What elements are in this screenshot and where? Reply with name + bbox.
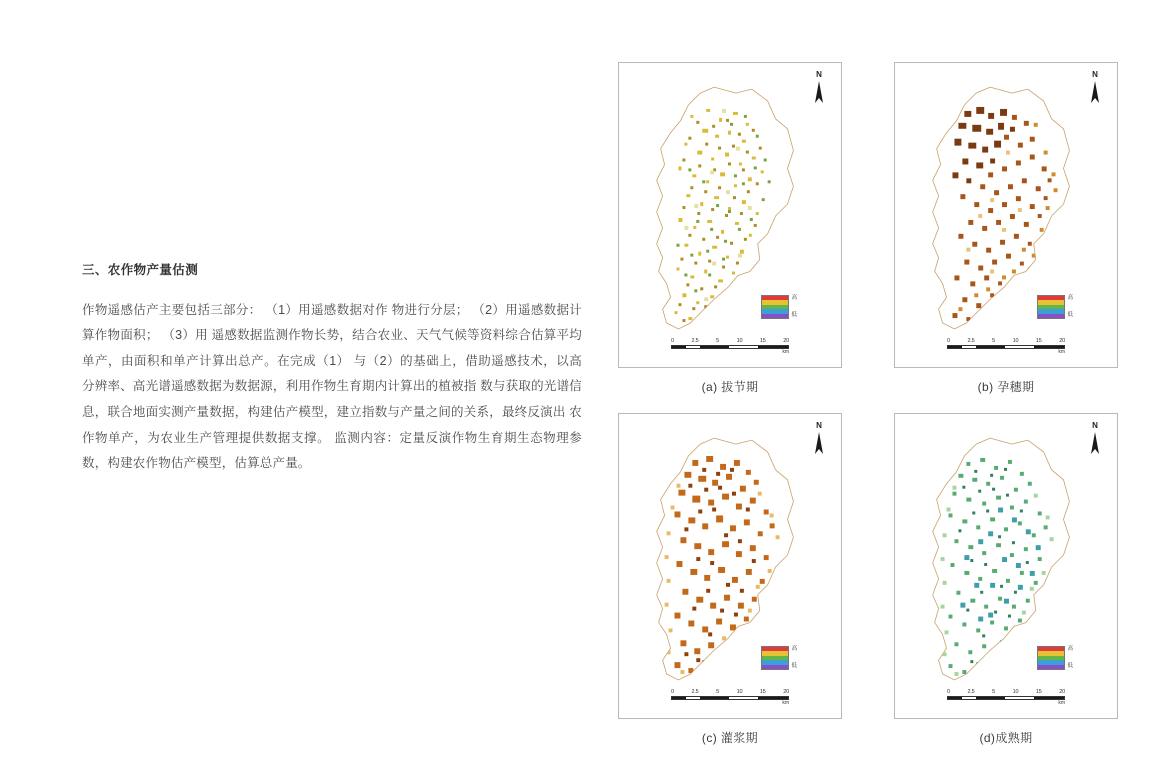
- map-graphic-c: [619, 414, 841, 718]
- scale-tick: 0: [671, 689, 674, 695]
- scale-bar-c: [671, 689, 789, 706]
- legend-high-label: 高: [1067, 295, 1073, 301]
- scale-tick: 15: [1035, 338, 1042, 344]
- scale-tick: 10: [1012, 338, 1019, 344]
- legend-labels: [1067, 646, 1073, 670]
- map-frame-b: [894, 62, 1118, 368]
- scale-tick: 0: [947, 338, 950, 344]
- legend-d: [1037, 646, 1073, 670]
- scale-unit: km: [1058, 700, 1065, 706]
- north-label: N: [816, 421, 822, 430]
- scale-tick: 0: [947, 689, 950, 695]
- north-arrow-d: [1086, 422, 1104, 454]
- scale-tick: 15: [759, 338, 766, 344]
- map-canvas-a: [619, 63, 841, 367]
- legend-labels: [791, 646, 797, 670]
- legend-c: [761, 646, 797, 670]
- scale-tick: 15: [1035, 689, 1042, 695]
- map-frame-c: [618, 413, 842, 719]
- scale-ticks: [947, 338, 1065, 344]
- scale-tick: 2.5: [691, 338, 699, 344]
- legend-low-label: 低: [791, 662, 797, 669]
- map-canvas-c: [619, 414, 841, 718]
- legend-colorbar: [761, 295, 789, 319]
- legend-b: [1037, 295, 1073, 319]
- figure-c: [618, 413, 842, 746]
- legend-high-label: 高: [1067, 646, 1073, 652]
- north-label: N: [1092, 70, 1098, 79]
- scale-tick: 2.5: [691, 689, 699, 695]
- compass-needle-icon: [1090, 432, 1100, 454]
- scale-ticks: [671, 338, 789, 344]
- scale-unit: km: [782, 349, 789, 355]
- legend-colorbar: [1037, 295, 1065, 319]
- scale-bar-d: [947, 689, 1065, 706]
- scale-tick: 5: [716, 338, 719, 344]
- north-arrow-a: [810, 71, 828, 103]
- scale-bar-b: [947, 338, 1065, 355]
- scale-unit: km: [782, 700, 789, 706]
- scale-tick: 2.5: [967, 689, 975, 695]
- figure-caption-c: (c) 灌浆期: [701, 731, 759, 745]
- scale-unit: km: [1058, 349, 1065, 355]
- map-graphic-a: [619, 63, 841, 367]
- legend-low-label: 低: [1067, 311, 1073, 318]
- map-frame-a: [618, 62, 842, 368]
- scale-ticks: [947, 689, 1065, 695]
- scale-tick: 5: [716, 689, 719, 695]
- figure-caption-b: (b) 孕穗期: [977, 380, 1035, 394]
- legend-low-label: 低: [791, 311, 797, 318]
- legend-colorbar: [1037, 646, 1065, 670]
- scale-tick: 20: [1059, 689, 1065, 695]
- legend-labels: [1067, 295, 1073, 319]
- text-column: [82, 262, 582, 477]
- north-arrow-c: [810, 422, 828, 454]
- scale-bar-a: [671, 338, 789, 355]
- legend-high-label: 高: [791, 295, 797, 301]
- scale-tick: 10: [1012, 689, 1019, 695]
- scale-tick: 5: [992, 338, 995, 344]
- scale-tick: 20: [1059, 338, 1065, 344]
- compass-needle-icon: [814, 432, 824, 454]
- scale-tick: 0: [671, 338, 674, 344]
- map-frame-d: [894, 413, 1118, 719]
- north-label: N: [1092, 421, 1098, 430]
- map-graphic-b: [895, 63, 1117, 367]
- north-arrow-b: [1086, 71, 1104, 103]
- scale-tick: 2.5: [967, 338, 975, 344]
- legend-labels: [791, 295, 797, 319]
- figure-caption-a: (a) 拔节期: [701, 380, 759, 394]
- compass-needle-icon: [814, 81, 824, 103]
- section-paragraph: 作物遥感估产主要包括三部分： （1）用遥感数据对作 物进行分层； （2）用遥感数据计算作物面积； （3）用 遥感数据监测作物长势，结合农业、天气气候等资料综合估算平均单产，由面积和单产计算出总产。在完成（1） 与（2）的基础上，借助遥感技术，以高分辨率、高光谱遥感数据为数据源，利用作物生育期内计算出的植被指 数与获取的光谱信息，联合地面实测产量数据，构建估产模型，建立指数与产量之间的关系，最终反演出 农作物单产，为农业生产管理提供数据支撑。 监测内容：定量反演作物生育期生态物理参数，构建农作物估产模型，估算总产量。: [82, 302, 582, 471]
- legend-colorbar: [761, 646, 789, 670]
- figure-row-top: [618, 62, 1118, 395]
- scale-tick: 10: [736, 338, 743, 344]
- legend-high-label: 高: [791, 646, 797, 652]
- map-canvas-b: [895, 63, 1117, 367]
- figure-caption-d: (d)成熟期: [979, 731, 1033, 745]
- figure-grid: [618, 62, 1118, 746]
- legend-a: [761, 295, 797, 319]
- scale-tick: 5: [992, 689, 995, 695]
- scale-tick: 20: [783, 689, 789, 695]
- figure-d: [894, 413, 1118, 746]
- figure-a: [618, 62, 842, 395]
- scale-tick: 10: [736, 689, 743, 695]
- figure-b: [894, 62, 1118, 395]
- compass-needle-icon: [1090, 81, 1100, 103]
- map-graphic-d: [895, 414, 1117, 718]
- scale-tick: 15: [759, 689, 766, 695]
- scale-tick: 20: [783, 338, 789, 344]
- figure-row-bottom: [618, 413, 1118, 746]
- scale-ticks: [671, 689, 789, 695]
- section-heading: 三、农作物产量估测: [82, 263, 199, 277]
- north-label: N: [816, 70, 822, 79]
- legend-low-label: 低: [1067, 662, 1073, 669]
- map-canvas-d: [895, 414, 1117, 718]
